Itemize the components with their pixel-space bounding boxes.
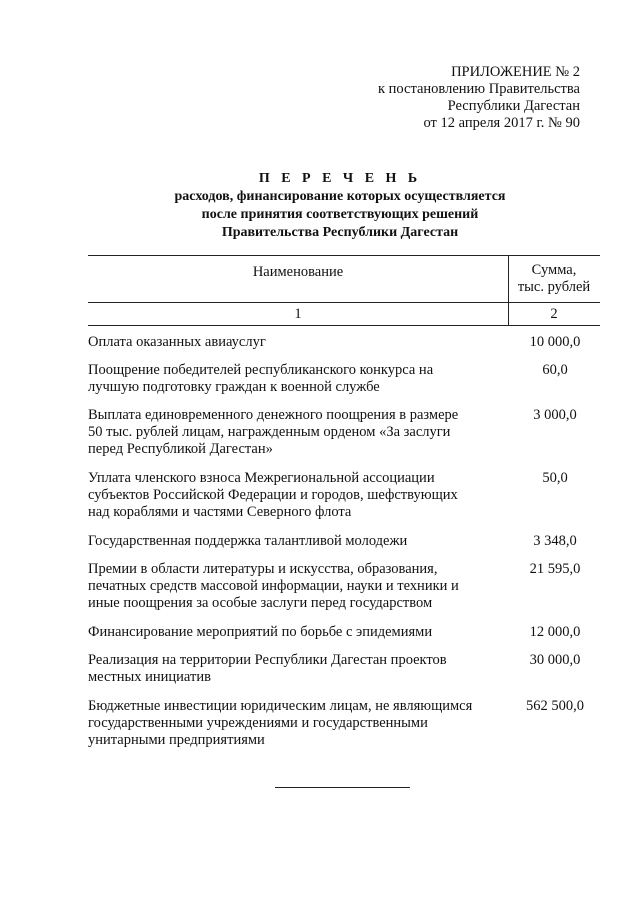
row-name-line: перед Республикой Дагестан» [88, 441, 273, 457]
appendix-region: Республики Дагестан [447, 98, 580, 114]
row-name-line: Бюджетные инвестиции юридическим лицам, не являющимся [88, 698, 473, 714]
row-name-line: местных инициатив [88, 669, 211, 685]
row-name-line: печатных средств массовой информации, науки и техники и [88, 578, 459, 594]
row-sum: 50,0 [542, 470, 568, 486]
title-line-2: после принятия соответствующих решений [201, 207, 479, 222]
row-sum: 30 000,0 [529, 652, 581, 668]
row-name-line: 50 тыс. рублей лицам, награжденным орденом «За заслуги [88, 424, 451, 440]
row-name-line: Премии в области литературы и искусства, образования, [88, 561, 438, 577]
row-name-line: субъектов Российской Федерации и городов, шефствующих [88, 487, 458, 503]
row-name-line: Уплата членского взноса Межрегиональной ассоциации [88, 470, 435, 486]
column-number-2: 2 [550, 306, 558, 322]
closing-rule [275, 787, 410, 788]
header-sum-line-1: Сумма, [531, 262, 577, 278]
row-sum: 3 000,0 [533, 407, 577, 423]
row-name-line: Государственная поддержка талантливой молодежи [88, 533, 408, 549]
row-sum: 562 500,0 [526, 698, 584, 714]
row-sum: 60,0 [542, 362, 568, 378]
title-heading: П Е Р Е Ч Е Н Ь [258, 171, 422, 186]
row-name-line: государственными учреждениями и государственными [88, 715, 428, 731]
appendix-date: от 12 апреля 2017 г. № 90 [423, 115, 580, 131]
header-sum-line-2: тыс. рублей [517, 279, 591, 295]
row-sum: 21 595,0 [529, 561, 581, 577]
row-sum: 12 000,0 [529, 624, 581, 640]
title-line-3: Правительства Республики Дагестан [221, 225, 459, 240]
row-sum: 3 348,0 [533, 533, 577, 549]
appendix-reference: к постановлению Правительства [378, 81, 580, 97]
header-name: Наименование [252, 264, 344, 280]
row-name-line: Финансирование мероприятий по борьбе с эпидемиями [88, 624, 433, 640]
title-line-1: расходов, финансирование которых осуществляется [174, 189, 506, 204]
appendix-title: ПРИЛОЖЕНИЕ № 2 [451, 64, 580, 80]
table-header-rule [88, 302, 600, 303]
row-name-line: Выплата единовременного денежного поощрения в размере [88, 407, 459, 423]
row-name-line: унитарными предприятиями [88, 732, 265, 748]
table-numbers-rule [88, 325, 600, 326]
row-name-line: иные поощрения за особые заслуги перед государством [88, 595, 433, 611]
row-name-line: Оплата оказанных авиауслуг [88, 334, 266, 350]
row-name-line: Реализация на территории Республики Дагестан проектов [88, 652, 447, 668]
column-number-1: 1 [294, 306, 302, 322]
row-name-line: Поощрение победителей республиканского конкурса на [88, 362, 434, 378]
row-name-line: лучшую подготовку граждан к военной службе [88, 379, 380, 395]
table-top-rule [88, 255, 600, 256]
row-name-line: над кораблями и частями Северного флота [88, 504, 352, 520]
row-sum: 10 000,0 [529, 334, 581, 350]
